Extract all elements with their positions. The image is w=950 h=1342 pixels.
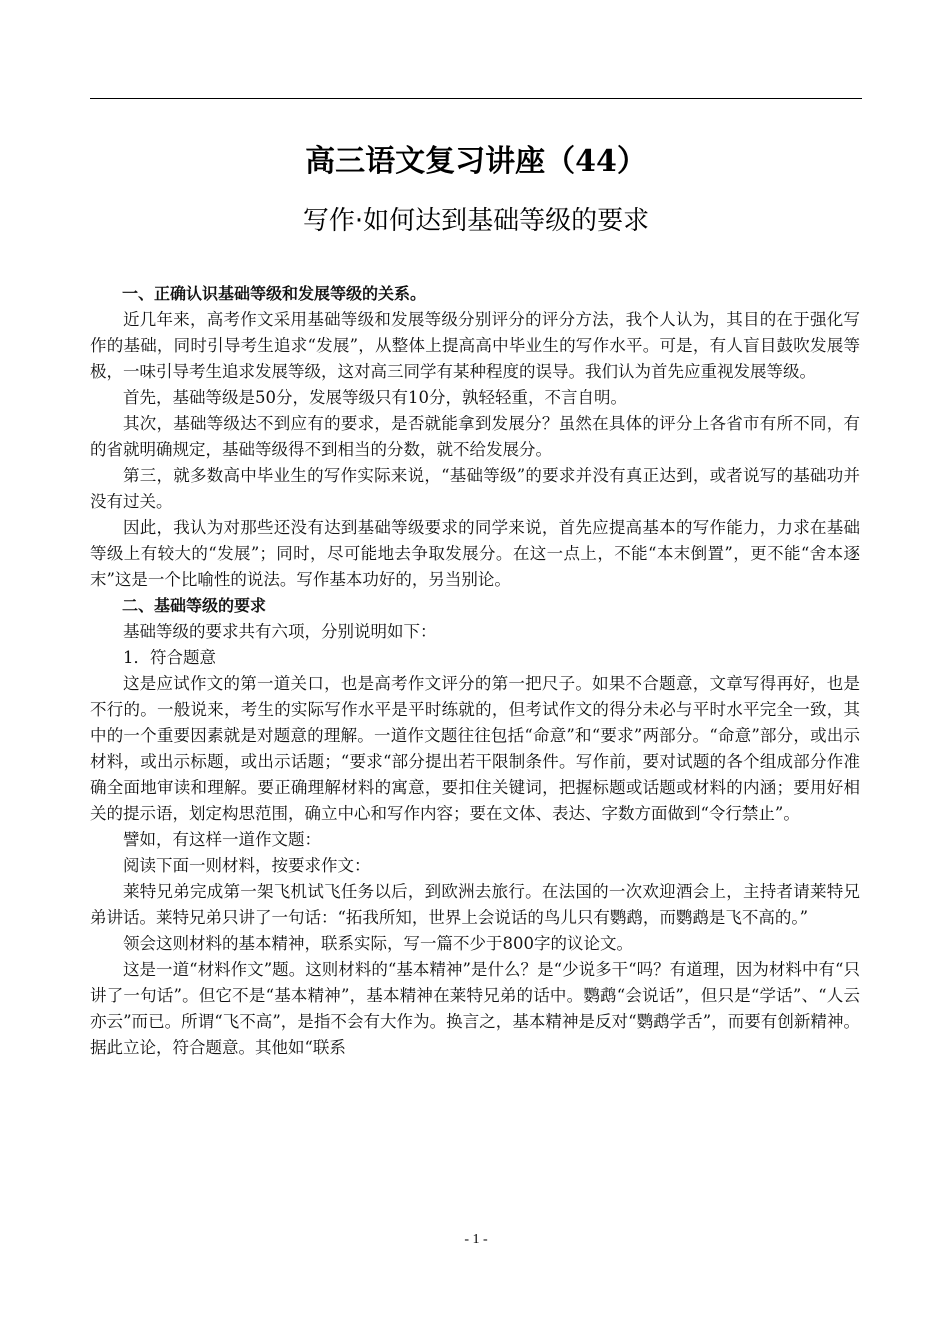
paragraph: 因此，我认为对那些还没有达到基础等级要求的同学来说，首先应提高基本的写作能力，力求在基础等级上有较大的“发展”；同时，尽可能地去争取发展分。在这一点上，不能“本末倒置”，更不能“舍本逐末”这是一个比喻性的说法。写作基本功好的，另当别论。 [90, 518, 860, 589]
subsection-heading: 1．符合题意 [123, 648, 216, 667]
page-title: 高三语文复习讲座（44） [305, 144, 647, 179]
section-heading: 二、基础等级的要求 [122, 596, 267, 615]
page-subtitle: 写作·如何达到基础等级的要求 [302, 206, 650, 236]
paragraph: 阅读下面一则材料，按要求作文： [123, 856, 371, 875]
section-heading: 一、正确认识基础等级和发展等级的关系。 [122, 284, 427, 303]
paragraph: 基础等级的要求共有六项，分别说明如下： [123, 622, 437, 641]
paragraph: 譬如，有这样一道作文题： [123, 830, 321, 849]
paragraph: 这是应试作文的第一道关口，也是高考作文评分的第一把尺子。如果不合题意，文章写得再好，也是不行的。一般说来，考生的实际写作水平是平时练就的，但考试作文的得分未必与平时水平完全一致，其中的一个重要因素就是对题意的理解。一道作文题往往包括“命意”和“要求”两部分。“命意”部分，或出示材料，或出示标题，或出示话题；“要求“部分提出若干限制条件。写作前，要对试题的各个组成部分作准确全面地审读和理解。要正确理解材料的寓意，要扣住关键词，把握标题或话题或材料的内涵；要用好相关的提示语，划定构思范围，确立中心和写作内容；要在文体、表达、字数方面做到“令行禁止”。 [90, 674, 860, 823]
paragraph: 领会这则材料的基本精神，联系实际，写一篇不少于800字的议论文。 [123, 934, 633, 953]
paragraph: 其次，基础等级达不到应有的要求，是否就能拿到发展分？虽然在具体的评分上各省市有所不同，有的省就明确规定，基础等级得不到相当的分数，就不给发展分。 [90, 414, 860, 459]
paragraph: 莱特兄弟完成第一架飞机试飞任务以后，到欧洲去旅行。在法国的一次欢迎酒会上，主持者请莱特兄弟讲话。莱特兄弟只讲了一句话：“拓我所知，世界上会说话的鸟儿只有鹦鹉，而鹦鹉是飞不高的。” [90, 882, 860, 927]
body-text [90, 281, 860, 1061]
header-rule [90, 98, 862, 99]
paragraph: 首先，基础等级是50分，发展等级只有10分，孰轻轻重，不言自明。 [123, 388, 627, 407]
paragraph: 第三，就多数高中毕业生的写作实际来说，“基础等级”的要求并没有真正达到，或者说写的基础功并没有过关。 [90, 466, 860, 511]
page-number: - 1 - [464, 1232, 488, 1247]
paragraph: 近几年来，高考作文采用基础等级和发展等级分别评分的评分方法，我个人认为，其目的在于强化写作的基础，同时引导考生追求“发展”，从整体上提高高中毕业生的写作水平。可是，有人盲目鼓吹发展等极，一味引导考生追求发展等级，这对高三同学有某种程度的误导。我们认为首先应重视发展等级。 [90, 310, 860, 381]
paragraph: 这是一道“材料作文”题。这则材料的“基本精神”是什么？是“少说多干“吗？有道理，因为材料中有“只讲了一句话”。但它不是“基本精神”，基本精神在莱特兄弟的话中。鹦鹉“会说话”，但只是“学话”、“人云亦云”而已。所谓“飞不高”，是指不会有大作为。换言之，基本精神是反对“鹦鹉学舌”，而要有创新精神。据此立论，符合题意。其他如“联系 [90, 960, 860, 1057]
